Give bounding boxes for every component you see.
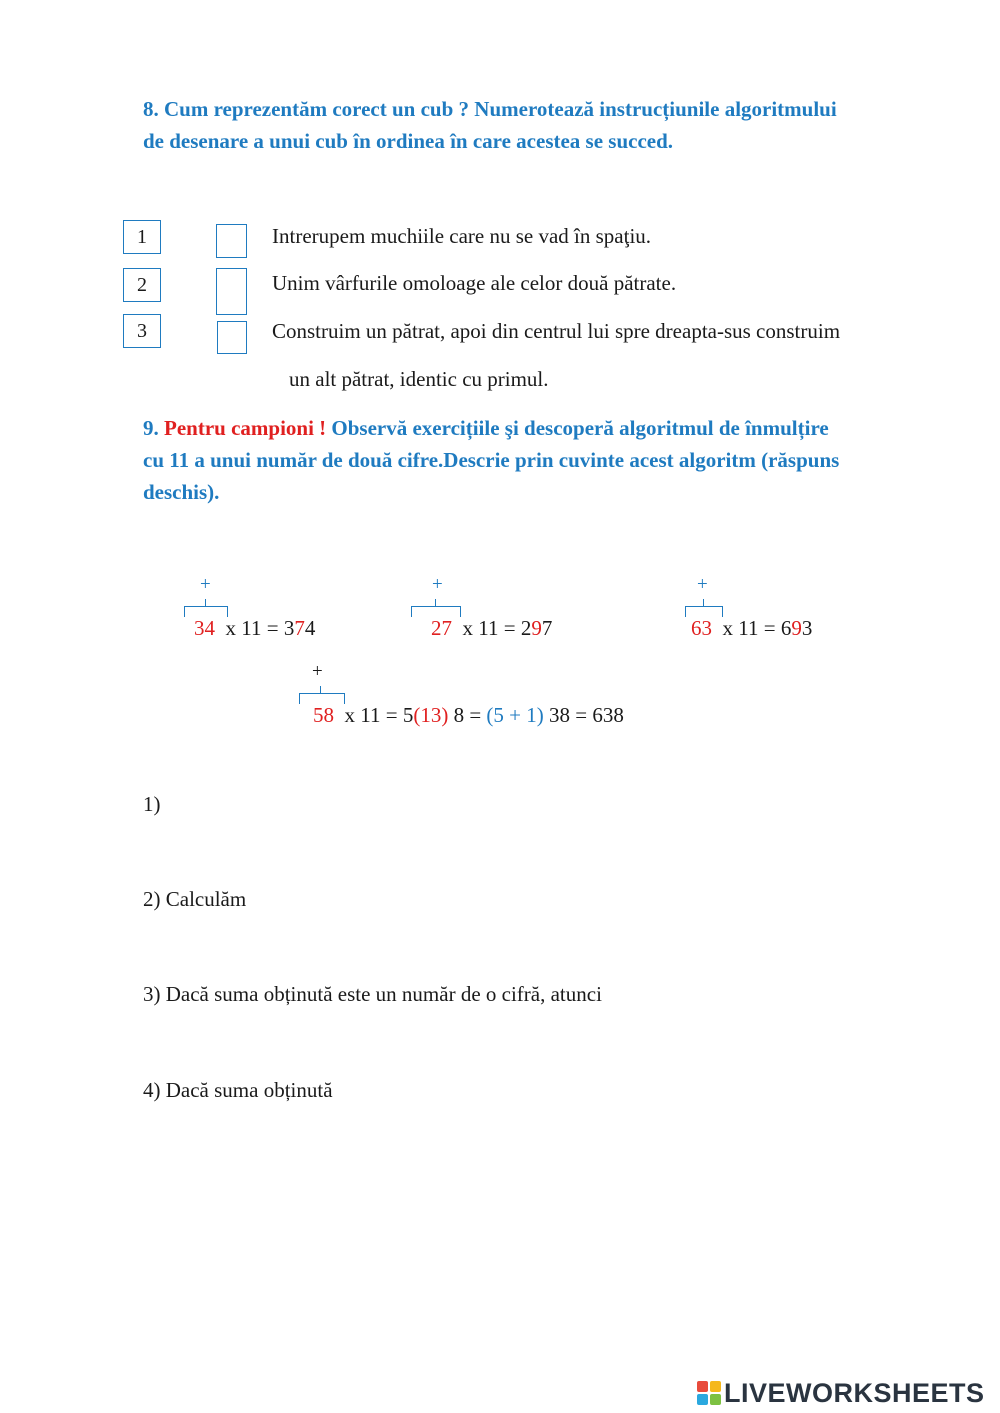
equation-part: x 11 = 5	[344, 703, 414, 727]
example-1	[194, 616, 315, 641]
q9-highlight: Pentru campioni !	[164, 416, 327, 440]
q9-number: 9.	[143, 416, 159, 440]
equation-part: 8 =	[453, 703, 482, 727]
q8-answer-box-1[interactable]	[216, 224, 247, 258]
digit-sum: (13)	[413, 703, 449, 727]
example-2	[431, 616, 552, 641]
step-2: 2) Calculăm	[143, 887, 247, 911]
q8-item-3-text: Construim un pătrat, apoi din centrul lui spre dreapta-sus construim	[272, 319, 841, 343]
q9-title-rest: Observă exercițiile şi descoperă algoritmul de înmulțire	[331, 416, 829, 440]
operand: 27	[431, 616, 452, 640]
q8-number-3: 3	[123, 314, 161, 348]
bracket-tick	[703, 599, 704, 606]
equation-part: x 11 = 2	[462, 616, 532, 640]
liveworksheets-logo-icon	[697, 1381, 721, 1405]
bracket-tick	[205, 599, 206, 606]
q8-number-1: 1	[123, 220, 161, 254]
liveworksheets-logo	[697, 1378, 985, 1408]
middle-digit: 9	[531, 616, 542, 640]
example-3	[691, 616, 812, 641]
plus-sign: +	[697, 574, 708, 595]
q8-item-2-text: Unim vârfurile omoloage ale celor două pătrate.	[272, 271, 677, 295]
q8-item-3-continued: un alt pătrat, identic cu primul.	[289, 367, 549, 391]
q9-title-line1	[143, 412, 829, 444]
carry-sum: (5 + 1)	[486, 703, 544, 727]
step-1: 1)	[143, 792, 161, 816]
example-4	[313, 703, 624, 728]
logo-text: LIVEWORKSHEETS	[724, 1377, 985, 1408]
plus-sign: +	[200, 574, 211, 595]
equation-end: 3	[801, 616, 813, 640]
q8-number-2: 2	[123, 268, 161, 302]
middle-digit: 7	[294, 616, 305, 640]
q8-answer-box-2[interactable]	[216, 268, 247, 315]
bracket-tick	[320, 686, 321, 693]
equation-end: 4	[304, 616, 316, 640]
operand: 34	[194, 616, 215, 640]
equation-part: x 11 = 6	[722, 616, 792, 640]
equation-end: 7	[541, 616, 553, 640]
step-3: 3) Dacă suma obținută este un număr de o cifră, atunci	[143, 982, 602, 1006]
bracket-tick	[435, 599, 436, 606]
operand: 63	[691, 616, 712, 640]
q8-title-line1: 8. Cum reprezentăm corect un cub ? Numerotează instrucțiunile algoritmului	[143, 97, 837, 121]
equation-result: 38 = 638	[549, 703, 624, 727]
step-4: 4) Dacă suma obținută	[143, 1078, 333, 1102]
operand: 58	[313, 703, 334, 727]
middle-digit: 9	[791, 616, 802, 640]
plus-sign: +	[312, 661, 323, 682]
equation-part: x 11 = 3	[225, 616, 295, 640]
q9-title-line2: cu 11 a unui număr de două cifre.Descrie prin cuvinte acest algoritm (răspuns	[143, 448, 840, 472]
q8-answer-box-3[interactable]	[217, 321, 247, 354]
q9-title-line3: deschis).	[143, 480, 220, 504]
q8-title-line2: de desenare a unui cub în ordinea în care acestea se succed.	[143, 129, 674, 153]
plus-sign: +	[432, 574, 443, 595]
q8-item-1-text: Intrerupem muchiile care nu se vad în spaţiu.	[272, 224, 652, 248]
